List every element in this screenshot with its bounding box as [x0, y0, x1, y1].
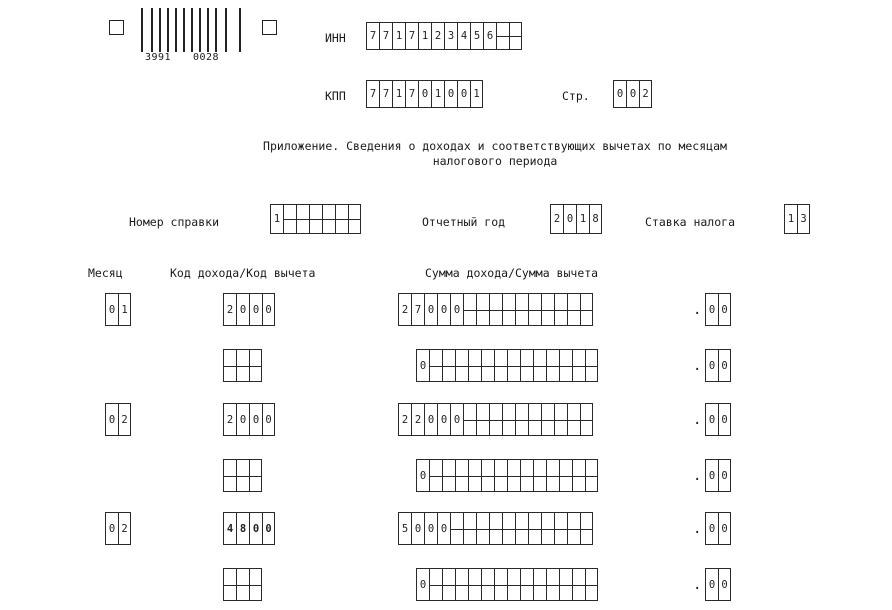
checkbox-right	[262, 20, 277, 35]
char-cell: 1	[431, 80, 444, 108]
char-cell: 0	[416, 568, 429, 601]
barcode-bar	[207, 8, 209, 52]
char-cell	[567, 512, 580, 545]
rate-label: Ставка налога	[645, 215, 736, 229]
char-cell: 3	[444, 22, 457, 50]
char-cell: 0	[563, 204, 576, 234]
char-cell: 7	[405, 80, 418, 108]
char-cell	[528, 293, 541, 326]
ref-label: Номер справки	[129, 215, 220, 229]
barcode-bar	[239, 8, 241, 52]
char-cell	[541, 293, 554, 326]
char-cell	[463, 403, 476, 436]
char-cell: 1	[784, 204, 797, 234]
row-5-amount	[398, 512, 593, 545]
decimal-separator: .	[693, 521, 702, 537]
char-cell	[468, 349, 481, 382]
char-cell	[580, 293, 593, 326]
char-cell: 2	[398, 403, 411, 436]
char-cell	[236, 349, 249, 382]
row-4-code	[223, 459, 262, 492]
char-cell: 2	[118, 512, 131, 545]
char-cell: 0	[411, 512, 424, 545]
char-cell	[468, 568, 481, 601]
barcode-number-left: 3991	[145, 52, 172, 63]
char-cell: 0	[424, 512, 437, 545]
char-cell	[236, 568, 249, 601]
row-6-amount	[416, 568, 598, 601]
char-cell	[429, 459, 442, 492]
char-cell	[476, 293, 489, 326]
char-cell: 2	[223, 293, 236, 326]
row-2-amount	[416, 349, 598, 382]
char-cell	[515, 293, 528, 326]
char-cell: 0	[705, 349, 718, 382]
char-cell: 0	[249, 512, 262, 545]
char-cell: 1	[270, 204, 283, 234]
char-cell: 5	[398, 512, 411, 545]
char-cell: 7	[405, 22, 418, 50]
column-header-amount: Сумма дохода/Сумма вычета	[425, 266, 599, 280]
char-cell: 0	[444, 80, 457, 108]
char-cell: 2	[398, 293, 411, 326]
char-cell	[309, 204, 322, 234]
char-cell: 0	[705, 459, 718, 492]
char-cell	[559, 568, 572, 601]
char-cell: 6	[483, 22, 496, 50]
char-cell: 0	[718, 568, 731, 601]
char-cell: 2	[223, 403, 236, 436]
char-cell: 1	[392, 80, 405, 108]
barcode	[141, 8, 246, 68]
char-cell	[533, 568, 546, 601]
char-cell	[489, 293, 502, 326]
char-cell	[541, 403, 554, 436]
char-cell: 0	[105, 512, 118, 545]
page-label: Стр.	[562, 89, 590, 103]
char-cell: 0	[437, 512, 450, 545]
barcode-bar	[225, 8, 227, 52]
char-cell: 2	[411, 403, 424, 436]
char-cell	[572, 568, 585, 601]
char-cell	[455, 459, 468, 492]
char-cell	[585, 349, 598, 382]
row-4-amount	[416, 459, 598, 492]
char-cell	[335, 204, 348, 234]
char-cell: 0	[705, 293, 718, 326]
year-field	[550, 204, 602, 234]
char-cell	[541, 512, 554, 545]
row-5-kop	[705, 512, 731, 545]
char-cell	[463, 512, 476, 545]
char-cell: 7	[379, 22, 392, 50]
char-cell	[481, 568, 494, 601]
column-header-month: Месяц	[88, 266, 123, 280]
row-2-kop	[705, 349, 731, 382]
char-cell	[489, 512, 502, 545]
char-cell	[283, 204, 296, 234]
char-cell	[502, 293, 515, 326]
char-cell: 0	[626, 80, 639, 108]
char-cell	[515, 403, 528, 436]
page-title	[160, 139, 830, 169]
char-cell: 4	[223, 512, 236, 545]
row-6-kop	[705, 568, 731, 601]
kpp-field	[366, 80, 483, 108]
char-cell: 5	[470, 22, 483, 50]
char-cell	[507, 568, 520, 601]
char-cell	[567, 293, 580, 326]
char-cell: 4	[457, 22, 470, 50]
char-cell: 8	[589, 204, 602, 234]
char-cell	[223, 349, 236, 382]
char-cell: 0	[450, 293, 463, 326]
char-cell: 0	[705, 512, 718, 545]
char-cell	[507, 459, 520, 492]
title-line-2: налогового периода	[432, 154, 558, 168]
decimal-separator: .	[693, 302, 702, 318]
inn-field	[366, 22, 522, 50]
row-6-code	[223, 568, 262, 601]
char-cell	[442, 349, 455, 382]
row-1-month	[105, 293, 131, 326]
rate-field	[784, 204, 810, 234]
char-cell: 1	[392, 22, 405, 50]
title-line-1: Приложение. Сведения о доходах и соответствующих вычетах по месяцам	[263, 139, 727, 153]
row-3-code	[223, 403, 275, 436]
char-cell: 1	[118, 293, 131, 326]
char-cell: 0	[718, 403, 731, 436]
char-cell	[585, 568, 598, 601]
char-cell: 0	[236, 403, 249, 436]
char-cell: 0	[424, 403, 437, 436]
char-cell	[236, 459, 249, 492]
char-cell	[463, 293, 476, 326]
barcode-bar	[141, 8, 143, 52]
char-cell: 2	[431, 22, 444, 50]
char-cell: 0	[249, 293, 262, 326]
char-cell: 0	[457, 80, 470, 108]
checkbox-left	[109, 20, 124, 35]
char-cell	[442, 568, 455, 601]
char-cell: 7	[366, 22, 379, 50]
char-cell: 0	[262, 293, 275, 326]
char-cell: 0	[416, 349, 429, 382]
char-cell: 7	[379, 80, 392, 108]
char-cell	[572, 349, 585, 382]
char-cell	[546, 568, 559, 601]
char-cell	[249, 568, 262, 601]
char-cell	[580, 403, 593, 436]
char-cell	[429, 568, 442, 601]
year-label: Отчетный год	[422, 215, 506, 229]
char-cell	[515, 512, 528, 545]
char-cell: 0	[613, 80, 626, 108]
char-cell	[476, 403, 489, 436]
row-5-code	[223, 512, 275, 545]
char-cell: 0	[418, 80, 431, 108]
char-cell	[559, 349, 572, 382]
char-cell	[429, 349, 442, 382]
char-cell	[520, 459, 533, 492]
char-cell	[223, 459, 236, 492]
barcode-bar	[183, 8, 185, 52]
char-cell	[442, 459, 455, 492]
barcode-bar	[175, 8, 177, 52]
row-1-amount	[398, 293, 593, 326]
char-cell	[249, 349, 262, 382]
char-cell	[546, 459, 559, 492]
char-cell: 0	[416, 459, 429, 492]
char-cell: 7	[366, 80, 379, 108]
char-cell	[455, 349, 468, 382]
char-cell	[223, 568, 236, 601]
char-cell: 0	[718, 349, 731, 382]
char-cell	[580, 512, 593, 545]
char-cell	[559, 459, 572, 492]
char-cell	[554, 403, 567, 436]
char-cell	[468, 459, 481, 492]
char-cell	[450, 512, 463, 545]
char-cell	[496, 22, 509, 50]
char-cell: 7	[411, 293, 424, 326]
char-cell	[489, 403, 502, 436]
char-cell: 2	[550, 204, 563, 234]
page-field	[613, 80, 652, 108]
row-3-month	[105, 403, 131, 436]
char-cell	[585, 459, 598, 492]
char-cell	[572, 459, 585, 492]
decimal-separator: .	[693, 358, 702, 374]
row-5-month	[105, 512, 131, 545]
char-cell	[507, 349, 520, 382]
char-cell	[528, 403, 541, 436]
decimal-separator: .	[693, 412, 702, 428]
decimal-separator: .	[693, 468, 702, 484]
char-cell: 0	[437, 293, 450, 326]
char-cell	[455, 568, 468, 601]
barcode-bar	[191, 8, 193, 52]
char-cell: 1	[418, 22, 431, 50]
char-cell	[509, 22, 522, 50]
char-cell	[494, 349, 507, 382]
char-cell	[533, 349, 546, 382]
char-cell	[554, 293, 567, 326]
char-cell	[494, 459, 507, 492]
char-cell	[249, 459, 262, 492]
row-3-kop	[705, 403, 731, 436]
char-cell: 0	[105, 403, 118, 436]
char-cell: 1	[576, 204, 589, 234]
char-cell: 0	[705, 568, 718, 601]
char-cell: 0	[236, 293, 249, 326]
char-cell: 0	[105, 293, 118, 326]
char-cell: 0	[450, 403, 463, 436]
row-1-kop	[705, 293, 731, 326]
char-cell: 0	[718, 459, 731, 492]
barcode-bar	[199, 8, 201, 52]
char-cell: 0	[262, 512, 275, 545]
char-cell	[528, 512, 541, 545]
char-cell	[520, 349, 533, 382]
char-cell: 8	[236, 512, 249, 545]
char-cell	[481, 459, 494, 492]
char-cell	[348, 204, 361, 234]
char-cell	[546, 349, 559, 382]
inn-label: ИНН	[325, 31, 346, 45]
barcode-bar	[215, 8, 217, 52]
decimal-separator: .	[693, 577, 702, 593]
barcode-bar	[167, 8, 169, 52]
char-cell	[322, 204, 335, 234]
char-cell: 0	[718, 293, 731, 326]
char-cell	[520, 568, 533, 601]
kpp-label: КПП	[325, 89, 346, 103]
char-cell: 3	[797, 204, 810, 234]
ref-field	[270, 204, 361, 234]
char-cell	[502, 403, 515, 436]
char-cell: 0	[437, 403, 450, 436]
char-cell	[567, 403, 580, 436]
char-cell: 2	[639, 80, 652, 108]
column-header-code: Код дохода/Код вычета	[170, 266, 316, 280]
row-3-amount	[398, 403, 593, 436]
barcode-bar	[159, 8, 161, 52]
char-cell: 2	[118, 403, 131, 436]
barcode-number-right: 0028	[193, 52, 220, 63]
char-cell: 0	[262, 403, 275, 436]
char-cell	[296, 204, 309, 234]
char-cell: 0	[718, 512, 731, 545]
char-cell: 0	[249, 403, 262, 436]
char-cell	[476, 512, 489, 545]
char-cell: 0	[705, 403, 718, 436]
barcode-bar	[151, 8, 153, 52]
row-1-code	[223, 293, 275, 326]
char-cell	[502, 512, 515, 545]
char-cell	[533, 459, 546, 492]
row-4-kop	[705, 459, 731, 492]
char-cell	[554, 512, 567, 545]
row-2-code	[223, 349, 262, 382]
char-cell: 1	[470, 80, 483, 108]
char-cell	[494, 568, 507, 601]
char-cell	[481, 349, 494, 382]
char-cell: 0	[424, 293, 437, 326]
